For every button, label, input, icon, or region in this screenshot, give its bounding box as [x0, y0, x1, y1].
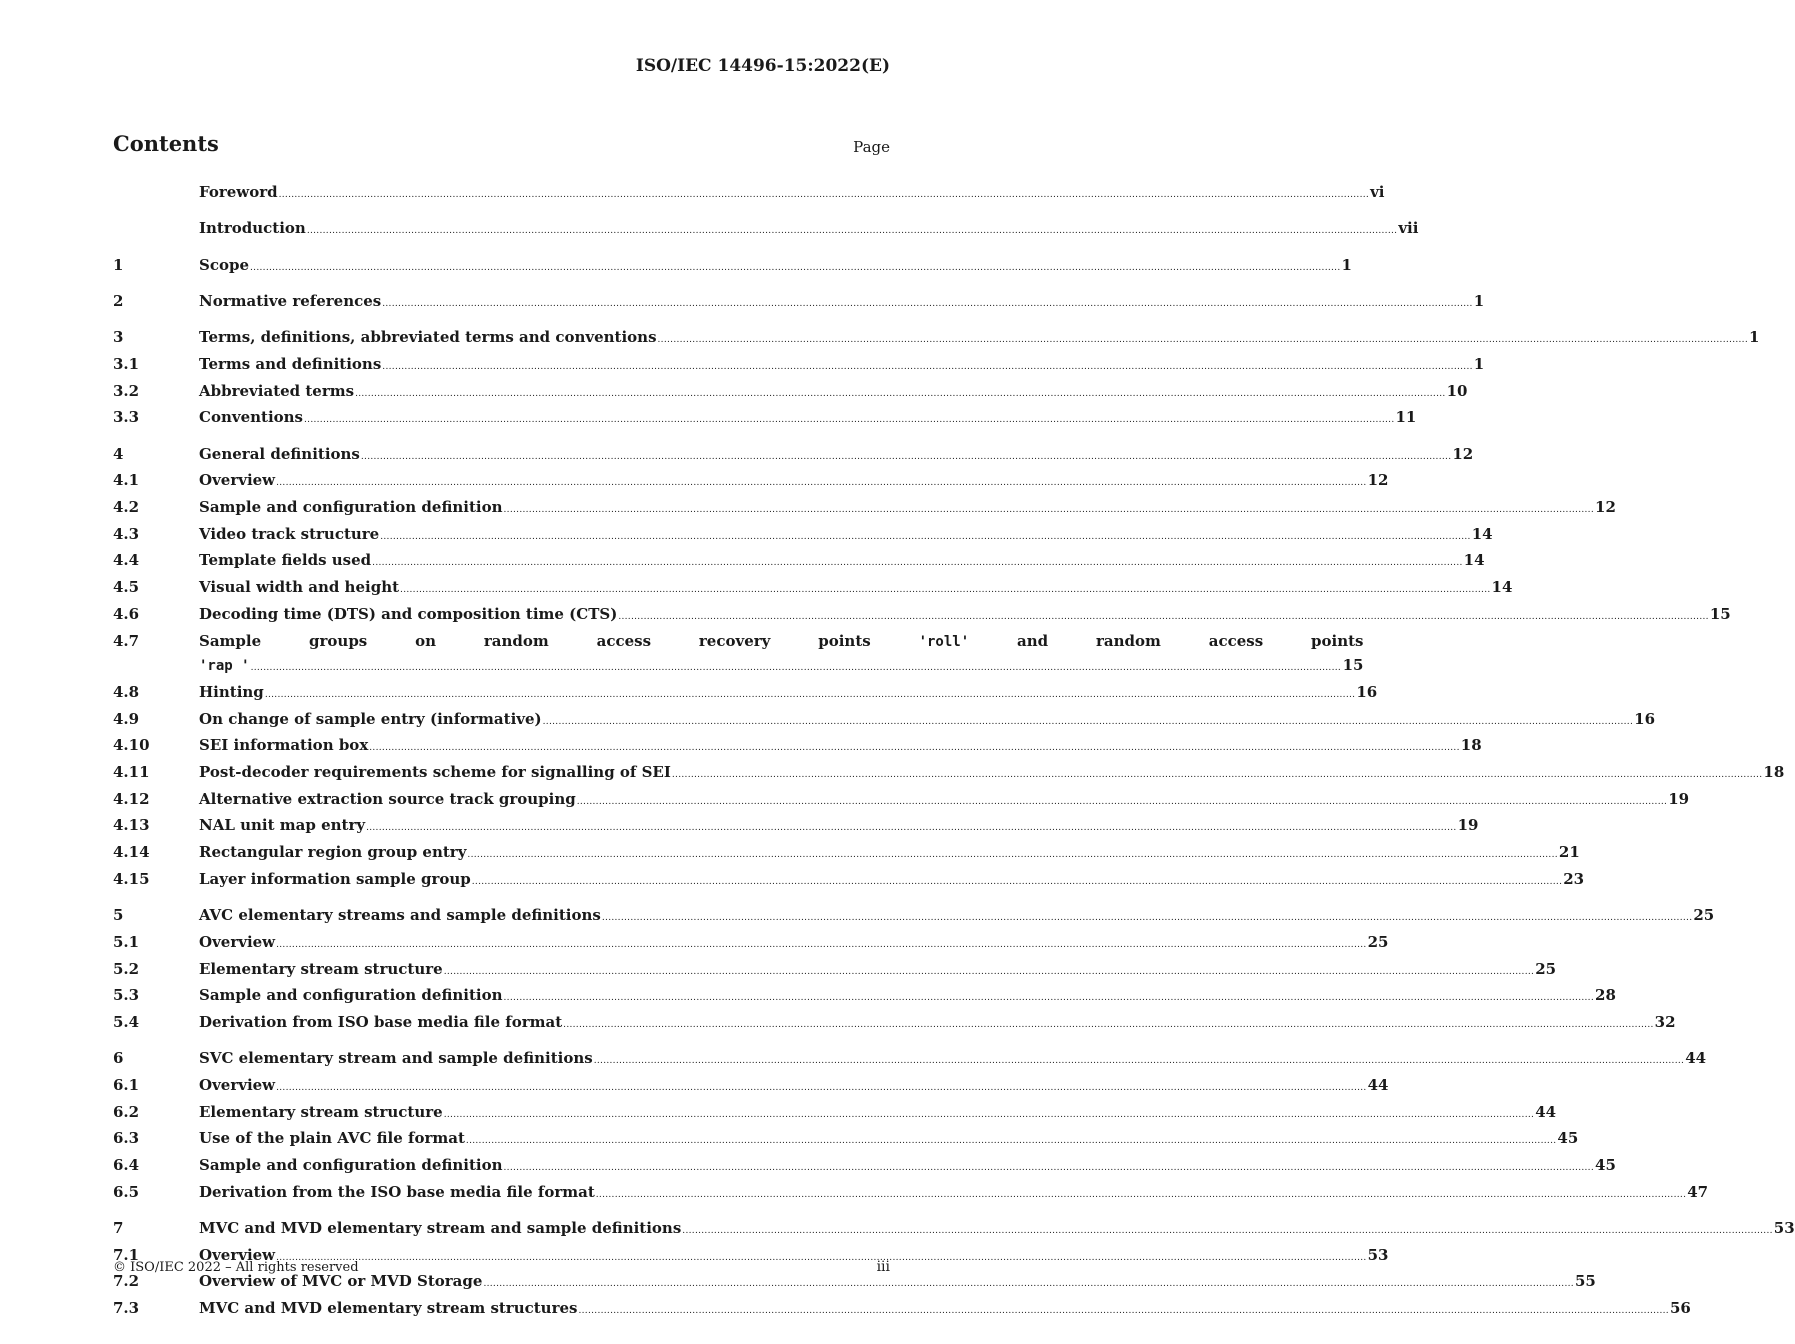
toc-entry-page: 14 — [1491, 578, 1513, 597]
page-number: iii — [876, 1259, 890, 1275]
dot-leader — [682, 1220, 1773, 1244]
toc-entry-title: Post-decoder requirements scheme for signalling of SEI — [199, 763, 671, 782]
toc-entry-title: Template fields used — [199, 551, 372, 570]
toc-entry-title: Sample and configuration definition — [199, 498, 503, 516]
toc-entry-page: 1 — [1473, 354, 1485, 373]
toc-entry-title: Overview — [199, 932, 276, 951]
toc-entry-number: 6.4 — [113, 1156, 140, 1175]
dot-leader — [563, 1014, 1654, 1038]
toc-entry-page: 1 — [1473, 291, 1485, 310]
toc-entry-number: 4.14 — [113, 843, 150, 862]
dot-leader — [372, 552, 1463, 576]
toc-entry[interactable] — [113, 761, 1785, 788]
toc-entry-page: 25 — [1693, 906, 1715, 925]
toc-entry-title: Decoding time (DTS) and composition time (CTS) — [199, 604, 618, 623]
document-id: ISO/IEC 14496-15:2022(E) — [635, 56, 890, 76]
toc-entry-title: Overview — [199, 471, 276, 490]
toc-entry-page: 21 — [1558, 843, 1580, 862]
toc-entry-title: Layer information sample group — [199, 869, 471, 888]
dot-leader — [672, 764, 1763, 788]
dot-leader — [276, 472, 1367, 496]
toc-entry-title: Scope — [199, 255, 250, 274]
toc-entry-title: Elementary stream structure — [199, 1102, 443, 1121]
toc-entry[interactable] — [113, 1101, 1557, 1128]
dot-leader — [400, 579, 1491, 603]
page-column-label: Page — [853, 138, 890, 156]
dot-leader — [382, 356, 1473, 380]
toc-entry-title: Elementary stream structure — [199, 959, 443, 978]
toc-entry-title: General definitions — [199, 444, 360, 463]
toc-entry-number: 4.15 — [113, 869, 150, 888]
toc-entry-page: 45 — [1557, 1129, 1579, 1148]
toc-entry[interactable] — [113, 1181, 1709, 1208]
toc-entry-page: vii — [1398, 219, 1419, 238]
toc-entry-title: Terms, definitions, abbreviated terms and conventions — [199, 328, 657, 347]
toc-entry-page: 32 — [1654, 1012, 1676, 1031]
toc-entry-number: 6.3 — [113, 1129, 140, 1148]
toc-entry[interactable] — [113, 1297, 1691, 1324]
toc-entry-title: Hinting — [199, 682, 264, 701]
toc-entry[interactable] — [113, 734, 1482, 761]
toc-entry-number: 4.11 — [113, 763, 150, 782]
dot-leader — [577, 791, 1668, 815]
dot-leader — [466, 1130, 1557, 1154]
toc-entry-number: 4.13 — [113, 816, 150, 835]
toc-entry[interactable] — [113, 406, 1417, 433]
dot-leader — [504, 987, 1595, 1011]
toc-entry-page: 15 — [1342, 656, 1364, 675]
toc-entry-title: SVC elementary stream and sample definitions — [199, 1049, 593, 1068]
toc-entry-page: 19 — [1668, 789, 1690, 808]
toc-entry[interactable] — [113, 1011, 1676, 1038]
toc-entry-title: Introduction — [199, 219, 306, 238]
dot-leader — [361, 446, 1452, 470]
dot-leader — [504, 499, 1595, 523]
toc-entry-number: 4.5 — [113, 578, 140, 597]
toc-entry-title: Terms and definitions — [199, 354, 382, 373]
toc-entry-number: 4.10 — [113, 736, 150, 755]
toc-entry-number: 4 — [113, 444, 124, 463]
toc-entry-page: 55 — [1574, 1272, 1596, 1291]
toc-entry-title: Overview — [199, 1075, 276, 1094]
toc-entry-title: SEI information box — [199, 736, 369, 755]
toc-entry-title: MVC and MVD elementary stream structures — [199, 1299, 578, 1318]
toc-entry-number: 7.3 — [113, 1299, 140, 1318]
dot-leader — [250, 257, 1341, 281]
toc-entry-title: On change of sample entry (informative) — [199, 709, 542, 728]
toc-entry-title: Use of the plain AVC file format — [199, 1129, 465, 1148]
toc-entry[interactable] — [113, 681, 1378, 708]
dot-leader — [444, 1104, 1535, 1128]
toc-entry[interactable] — [113, 868, 1585, 895]
toc-entry-page: 12 — [1452, 444, 1474, 463]
dot-leader — [504, 1157, 1595, 1181]
toc-entry[interactable] — [113, 1074, 1389, 1101]
toc-entry[interactable] — [113, 1127, 1579, 1154]
toc-entry[interactable] — [113, 1047, 1707, 1074]
toc-entry[interactable] — [113, 443, 1474, 470]
dot-leader — [483, 1273, 1574, 1297]
toc-entry-number: 5.2 — [113, 959, 140, 978]
toc-entry[interactable] — [113, 254, 1352, 281]
toc-entry[interactable] — [113, 788, 1690, 815]
dot-leader — [444, 961, 1535, 985]
toc-entry-number: 6.2 — [113, 1102, 140, 1121]
toc-entry-title: Sample and configuration definition — [199, 986, 503, 1005]
table-of-contents — [113, 181, 1795, 1324]
toc-entry-code: 'rap ' — [199, 658, 250, 675]
toc-entry[interactable] — [113, 603, 1731, 630]
toc-entry-title: Rectangular region group entry — [199, 843, 467, 862]
toc-entry-number: 7.2 — [113, 1272, 140, 1291]
toc-entry-title: Video track structure — [199, 524, 380, 543]
dot-leader — [276, 1077, 1367, 1101]
toc-entry-page: 18 — [1763, 763, 1785, 782]
toc-entry-title: Normative references — [199, 291, 382, 310]
toc-entry-title: Overview of MVC or MVD Storage — [199, 1272, 483, 1291]
toc-entry-page: 10 — [1446, 381, 1468, 400]
toc-entry-number: 4.4 — [113, 551, 140, 570]
toc-entry-page: 45 — [1595, 1156, 1616, 1175]
toc-entry[interactable] — [113, 630, 1364, 681]
toc-entry-number: 3.2 — [113, 381, 140, 400]
dot-leader — [382, 293, 1473, 317]
dot-leader — [265, 684, 1356, 708]
toc-entry-number: 1 — [113, 255, 124, 274]
toc-entry-page: 25 — [1535, 959, 1557, 978]
toc-entry-number: 4.2 — [113, 498, 140, 516]
dot-leader — [472, 871, 1563, 895]
toc-entry-title: Abbreviated terms — [199, 381, 355, 400]
toc-entry-page: 16 — [1356, 682, 1378, 701]
toc-entry[interactable] — [113, 549, 1485, 576]
copyright-notice: © ISO/IEC 2022 – All rights reserved — [113, 1260, 359, 1275]
toc-entry-page: 23 — [1563, 869, 1585, 888]
dot-leader — [578, 1300, 1669, 1324]
toc-entry-number: 4.1 — [113, 471, 140, 490]
toc-entry-title: Conventions — [199, 408, 303, 427]
toc-entry-number: 4.8 — [113, 682, 140, 701]
toc-entry-number: 5.3 — [113, 986, 140, 1005]
toc-entry-page: 1 — [1749, 328, 1760, 347]
toc-entry-page: 56 — [1669, 1299, 1691, 1318]
toc-entry[interactable] — [113, 841, 1580, 868]
toc-entry-title: Foreword — [199, 183, 278, 201]
toc-entry-number: 3 — [113, 328, 124, 347]
toc-entry[interactable] — [113, 496, 1616, 523]
dot-leader — [658, 329, 1749, 353]
toc-entry[interactable] — [113, 380, 1468, 407]
toc-entry[interactable] — [113, 181, 1385, 208]
dot-leader — [467, 844, 1558, 868]
toc-entry-page: 14 — [1471, 524, 1493, 543]
dot-leader — [369, 737, 1460, 761]
toc-entry-title: Overview — [199, 1245, 276, 1264]
toc-entry-page: 47 — [1687, 1182, 1709, 1201]
toc-entry-page: 14 — [1463, 551, 1485, 570]
toc-entry-title: and random access points — [969, 631, 1364, 650]
toc-entry-number: 6.5 — [113, 1182, 140, 1201]
toc-entry-page: 19 — [1457, 816, 1479, 835]
toc-entry-title: Visual width and height — [199, 578, 400, 597]
toc-entry[interactable] — [113, 931, 1389, 958]
dot-leader — [251, 657, 1342, 681]
dot-leader — [279, 184, 1370, 208]
toc-entry-number: 5.1 — [113, 932, 140, 951]
toc-entry-page: 16 — [1634, 709, 1656, 728]
toc-entry-code: 'roll' — [918, 633, 970, 650]
toc-entry-page: 44 — [1367, 1075, 1389, 1094]
toc-entry[interactable] — [113, 904, 1715, 931]
toc-entry-number: 7 — [113, 1219, 124, 1238]
dot-leader — [602, 907, 1693, 931]
toc-entry-page: 18 — [1460, 736, 1482, 755]
toc-entry-title: MVC and MVD elementary stream and sample definitions — [199, 1219, 682, 1238]
toc-entry[interactable] — [113, 469, 1389, 496]
toc-entry[interactable] — [113, 814, 1479, 841]
toc-entry-page: 11 — [1395, 408, 1417, 427]
toc-entry[interactable] — [113, 523, 1493, 550]
dot-leader — [307, 220, 1398, 244]
toc-entry-title: Derivation from ISO base media file format — [199, 1012, 563, 1031]
toc-entry-title: AVC elementary streams and sample definitions — [199, 906, 601, 925]
dot-leader — [276, 1247, 1367, 1271]
toc-entry-page: 44 — [1535, 1102, 1557, 1121]
toc-entry-number: 6 — [113, 1049, 124, 1068]
contents-heading: Contents — [113, 131, 219, 156]
toc-entry-number: 2 — [113, 291, 124, 310]
toc-entry[interactable] — [113, 576, 1513, 603]
toc-entry-title: Derivation from the ISO base media file format — [199, 1182, 595, 1201]
toc-entry[interactable] — [113, 984, 1616, 1011]
toc-entry[interactable] — [113, 1154, 1616, 1181]
toc-entry-number: 5 — [113, 906, 124, 925]
toc-entry-number: 4.9 — [113, 709, 140, 728]
dot-leader — [355, 383, 1446, 407]
toc-entry-page: 28 — [1595, 986, 1616, 1005]
toc-entry-number: 4.6 — [113, 604, 140, 623]
toc-entry-number: 4.3 — [113, 524, 140, 543]
toc-entry-page: 15 — [1709, 604, 1731, 623]
toc-entry-number: 3.1 — [113, 354, 140, 373]
toc-entry-page: 12 — [1367, 471, 1389, 490]
toc-entry[interactable] — [113, 326, 1760, 353]
dot-leader — [276, 934, 1367, 958]
toc-entry-title: Alternative extraction source track grouping — [199, 789, 576, 808]
toc-entry[interactable] — [113, 958, 1557, 985]
toc-entry-number: 5.4 — [113, 1012, 140, 1031]
toc-entry-title: Sample and configuration definition — [199, 1156, 503, 1175]
toc-entry-title: NAL unit map entry — [199, 816, 366, 835]
toc-entry-page: 44 — [1685, 1049, 1707, 1068]
dot-leader — [304, 409, 1395, 433]
dot-leader — [596, 1184, 1687, 1208]
toc-entry-number: 6.1 — [113, 1075, 140, 1094]
toc-entry-page: 12 — [1595, 498, 1616, 516]
toc-entry-number: 4.7 — [113, 631, 140, 650]
toc-entry[interactable] — [113, 290, 1485, 317]
toc-entry[interactable] — [113, 217, 1419, 244]
toc-entry-number: 3.3 — [113, 408, 140, 427]
dot-leader — [380, 526, 1471, 550]
toc-entry-page: 25 — [1367, 932, 1389, 951]
toc-entry-page: 53 — [1773, 1219, 1795, 1238]
dot-leader — [618, 606, 1709, 630]
toc-entry[interactable] — [113, 708, 1656, 735]
toc-entry-title: Sample groups on random access recovery points — [199, 631, 919, 650]
toc-entry[interactable] — [113, 353, 1485, 380]
dot-leader — [543, 711, 1634, 735]
dot-leader — [594, 1050, 1685, 1074]
toc-entry[interactable] — [113, 1217, 1795, 1244]
toc-entry-number: 4.12 — [113, 789, 150, 808]
toc-entry-page: vi — [1370, 183, 1385, 201]
toc-entry-page: 1 — [1341, 255, 1352, 274]
toc-entry-page: 53 — [1367, 1245, 1389, 1264]
toc-entry-number: 7.1 — [113, 1245, 140, 1264]
dot-leader — [366, 817, 1457, 841]
